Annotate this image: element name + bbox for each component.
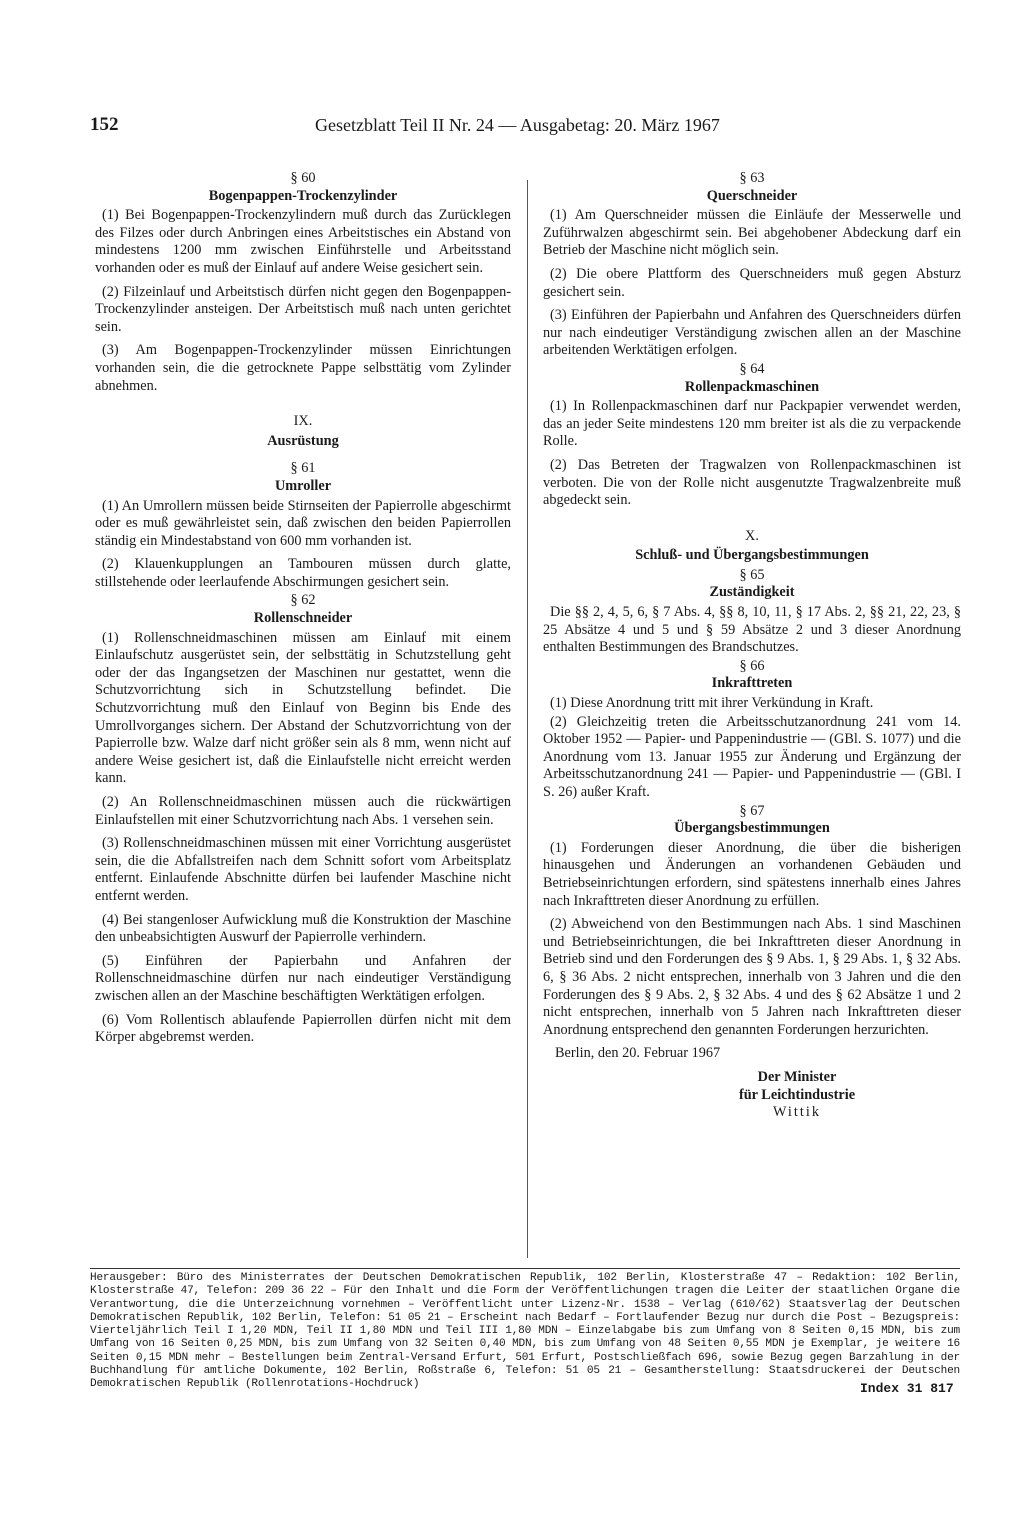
left-column <box>95 170 511 1053</box>
section-title: Übergangsbestimmungen <box>674 820 830 837</box>
paragraph: (2) Abweichend von den Bestimmungen nach Abs. 1 sind Maschinen und Betriebseinrichtungen, die bei Inkrafttreten dieser Anordnung in Betrieb sind und den Forderungen des § 9 Abs. 1, § 29 Abs. 1, § 32 Abs. 6, § 36 Abs. 2 nicht entsprechen, innerhalb von 3 Jahren und die den Forderungen des § 9 Abs. 2, § 32 Abs. 4 und des § 62 Absätze 1 und 2 nicht entsprechen, innerhalb von 5 Jahren nach Inkrafttreten dieser Anordnung entsprechend den genannten Forderungen herzurichten. <box>543 916 961 1038</box>
paragraph: (1) Rollenschneidmaschinen müssen am Einlauf mit einem Einlaufschutz ausgerüstet sein, der selbsttätig in Schutzstellung geht oder der das Ingangsetzen der Maschinen nur gestattet, wenn die Schutzvorrichtung sich in Schutzstellung befindet. Die Schutzvorrichtung muß den Einlauf von Beginn bis Ende des Umrollvorganges sichern. Der Abstand der Schutzvorrichtung von der Papierrolle bzw. Walze darf nicht größer sein als 8 mm, wenn nicht auf andere Weise gesichert ist, daß die Einlaufstelle nicht erreicht werden kann. <box>95 629 511 787</box>
section-title: Bogenpappen-Trockenzylinder <box>208 187 398 204</box>
impressum: Herausgeber: Büro des Ministerrates der Deutschen Demokratischen Republik, 102 Berlin, Klosterstraße 47 – Redaktion: 102 Berlin, Klosterstraße 47, Telefon: 209 36 22 – Für den Inhalt und die Form der Veröffentlichungen tragen die Leiter der staatlichen Organe die Verantwortung, die die Unterzeichnung vornehmen – Veröffentlicht unter Lizenz-Nr. 1538 – Verlag (610/62) Staatsverlag der Deutschen Demokratischen Republik, 102 Berlin, Telefon: 51 05 21 – Erscheint nach Bedarf – Fortlaufender Bezug nur durch die Post – Bezugspreis: Vierteljährlich Teil I 1,20 MDN, Teil II 1,80 MDN und Teil III 1,80 MDN – Einzelabgabe bis zum Umfang von 8 Seiten 0,15 MDN, bis zum Umfang von 16 Seiten 0,25 MDN, bis zum Umfang von 32 Seiten 0,40 MDN, bis zum Umfang von 48 Seiten 0,55 MDN je Exemplar, je weitere 16 Seiten 0,15 MDN mehr – Bestellungen beim Zentral-Versand Erfurt, 501 Erfurt, Postschließfach 696, sowie Bezug gegen Barzahlung in der Buchhandlung für amtliche Dokumente, 102 Berlin, Roßstraße 6, Telefon: 51 05 21 – Gesamtherstellung: Staatsdruckerei der Deutschen Demokratischen Republik (Rollenrotations-Hochdruck) <box>90 1272 960 1391</box>
paragraph: (2) Filzeinlauf und Arbeitstisch dürfen nicht gegen den Bogenpappen-Trockenzylinder ansteigen. Der Arbeitstisch muß nach unten gerichtet sein. <box>95 283 511 335</box>
paragraph: (1) Diese Anordnung tritt mit ihrer Verkündung in Kraft. <box>550 695 874 712</box>
paragraph: (2) Die obere Plattform des Querschneiders muß gegen Absturz gesichert sein. <box>543 265 961 300</box>
signature-title: Der Minister <box>757 1068 837 1085</box>
section-title: Rollenschneider <box>253 610 353 627</box>
section-number: § 65 <box>739 566 765 583</box>
paragraph: (3) Einführen der Papierbahn und Anfahren des Querschneiders dürfen nur nach eindeutiger Verständigung zwischen allen an der Maschine arbeitenden Werktätigen erfolgen. <box>543 307 961 359</box>
section-number: § 62 <box>290 592 316 609</box>
header-title: Gesetzblatt Teil II Nr. 24 — Ausgabetag: 20. März 1967 <box>315 115 720 135</box>
part-number: X. <box>745 527 759 544</box>
paragraph: (1) Bei Bogenpappen-Trockenzylindern muß durch das Zurücklegen des Filzes oder durch Anbringen eines Arbeitstisches ein Abstand von mindestens 1200 mm zwischen Einführstelle und Arbeitsstand vorhanden oder es muß der Einlauf auf andere Weise gesichert sein. <box>95 207 511 276</box>
section-title: Rollenpackmaschinen <box>684 378 820 395</box>
part-number: IX. <box>293 413 313 430</box>
paragraph: (1) In Rollenpackmaschinen darf nur Packpapier verwendet werden, das an jeder Seite mindestens 120 mm breiter ist als die zu verpackende Rolle. <box>543 398 961 450</box>
paragraph: (6) Vom Rollentisch ablaufende Papierrollen dürfen nicht mit dem Körper abgebremst werden. <box>95 1011 511 1046</box>
section-number: § 60 <box>290 170 316 186</box>
paragraph: (2) Gleichzeitig treten die Arbeitsschutzanordnung 241 vom 14. Oktober 1952 — Papier- und Pappenindustrie — (GBl. S. 1077) und die Anordnung vom 13. Januar 1955 zur Änderung und Ergänzung der Arbeitsschutzanordnung 241 — Papier- und Pappenindustrie — (GBl. I S. 26) außer Kraft. <box>543 713 961 800</box>
signature-place-date: Berlin, den 20. Februar 1967 <box>555 1045 721 1062</box>
paragraph: (5) Einführen der Papierbahn und Anfahren der Rollenschneidmaschine dürfen nur nach eindeutiger Verständigung zwischen allen an der Maschine beschäftigten Werktätigen erfolgen. <box>95 952 511 1004</box>
column-divider <box>527 180 528 1258</box>
paragraph: (3) Am Bogenpappen-Trockenzylinder müssen Einrichtungen vorhanden sein, die die getrocknete Pappe selbsttätig vom Zylinder abnehmen. <box>95 342 511 394</box>
paragraph: (2) Klauenkupplungen an Tambouren müssen durch glatte, stillstehende oder leerlaufende Abschirmungen gesichert sein. <box>95 556 511 590</box>
section-number: § 67 <box>739 802 765 819</box>
section-title: Querschneider <box>706 187 798 204</box>
signature-ministry: für Leichtindustrie <box>738 1086 856 1103</box>
section-number: § 61 <box>290 460 316 477</box>
paragraph: (1) Am Querschneider müssen die Einläufe der Messerwelle und Zuführwalzen abgeschirmt sein. Bei abgehobener Abdeckung darf ein Betrieb der Maschine nicht möglich sein. <box>543 207 961 259</box>
section-number: § 66 <box>739 657 765 674</box>
paragraph: (1) Forderungen dieser Anordnung, die über die bisherigen hinausgehen und Änderungen an vorhandenen Gebäuden und Betriebseinrichtungen erfordern, sind spätestens innerhalb eines Jahres nach Inkrafttreten dieser Anordnung zu erfüllen. <box>543 839 961 909</box>
section-title: Zuständigkeit <box>709 584 795 601</box>
right-column <box>543 170 961 1122</box>
signature-name: Wittik <box>773 1104 821 1121</box>
paragraph: (2) Das Betreten der Tragwalzen von Rollenpackmaschinen ist verboten. Die von der Rolle nicht ausgenutzte Tragwalzenbreite muß abgedeckt sein. <box>543 456 961 509</box>
page-number: 152 <box>90 114 119 135</box>
section-number: § 63 <box>739 170 765 186</box>
section-title: Umroller <box>274 477 332 494</box>
section-number: § 64 <box>739 360 765 377</box>
index-number: Index 31 817 <box>860 1381 954 1396</box>
paragraph: (1) An Umrollern müssen beide Stirnseiten der Papierrolle abgeschirmt oder es muß gewährleistet sein, daß zwischen den beiden Papierrollen ständig ein Mindestabstand von 600 mm vorhanden ist. <box>95 497 511 549</box>
footer-divider <box>90 1268 960 1269</box>
paragraph: (4) Bei stangenloser Aufwicklung muß die Konstruktion der Maschine den unbeabsichtigten Auswurf der Papierrolle verhindern. <box>95 911 511 946</box>
paragraph: (3) Rollenschneidmaschinen müssen mit einer Vorrichtung ausgerüstet sein, die die Abfallstreifen nach dem Schnitt sofort vom Arbeitsplatz entfernt. Einlaufende Abschnitte dürfen bei laufender Maschine nicht entfernt werden. <box>95 835 511 904</box>
section-title: Inkrafttreten <box>711 675 793 692</box>
part-title: Ausrüstung <box>267 432 339 449</box>
paragraph: Die §§ 2, 4, 5, 6, § 7 Abs. 4, §§ 8, 10, 11, § 17 Abs. 2, §§ 21, 22, 23, § 25 Absätze 4 und 5 und § 59 Absätze 2 und 3 dieser Anordnung enthalten Bestimmungen des Brandschutzes. <box>543 604 961 656</box>
page-header <box>90 112 950 138</box>
part-title: Schluß- und Übergangsbestimmungen <box>635 547 869 564</box>
paragraph: (2) An Rollenschneidmaschinen müssen auch die rückwärtigen Einlaufstellen mit einer Schutzvorrichtung nach Abs. 1 versehen sein. <box>95 794 511 828</box>
